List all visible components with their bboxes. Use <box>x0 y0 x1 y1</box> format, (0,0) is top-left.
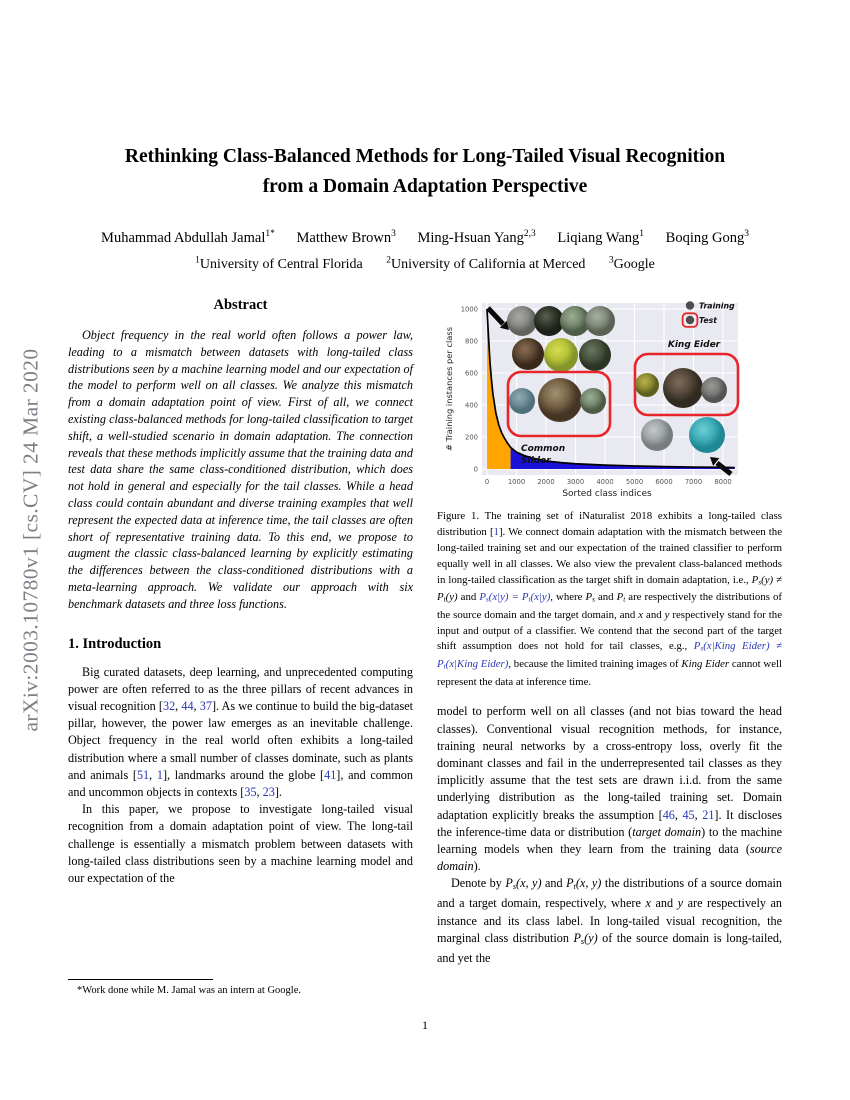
paper-header <box>0 0 850 273</box>
common-slider-label-line2: Slider <box>521 456 551 466</box>
footnote-rule <box>68 979 213 980</box>
author: Boqing Gong$^3$ <box>665 229 749 246</box>
figure-1-caption: Figure 1. The training set of iNaturalist 2018 exhibits a long-tailed class distribution [1]. We connect domain adaptation with the mismatch between the long-tailed training set and our expectation of the trained classifier to perform equally well in all classes. We also view the prevalent class-balanced methods in long-tailed classification as the target shift in domain adaptation, i.e., Ps(y) ≠ Pt(y) and Ps(x|y) = Pt(x|y), where Ps and Pt are respectively the distributions of the source domain and the target domain, and x and y respectively stand for the input and output of a classifier. We contend that the second part of the target shift assumption does not hold for tail classes, e.g., Ps(x|King Eider) ≠ Pt(x|King Eider), because the limited training images of King Eider cannot well represent the data at inference time. <box>437 510 783 688</box>
intro-paragraph-1: Big curated datasets, deep learning, and unprecedented computing power are often referred to as the three pillars of recent advances in visual recognition [32, 44, 37]. As we continue to build the big-dataset pillar, however, the power law emerges as an inevitable challenge. Object frequency in the real world often exhibits a long-tailed distribution where a small number of classes dominate, such as plants and animals [51, 1], landmarks around the globe [41], and common and uncommon objects in contexts [35, 23]. <box>68 664 414 799</box>
right-column <box>437 293 782 1005</box>
paper-title <box>0 142 850 202</box>
legend-test-label: Test <box>699 316 717 325</box>
intro-paragraph-2: In this paper, we propose to investigate long-tailed visual recognition from a domain adaptation point of view. The long-tail challenge is essentially a mismatch problem between datasets with long-tailed class distributions seen by a machine learning model and our expectation of the <box>68 802 413 885</box>
svg-text:4000: 4000 <box>596 478 614 486</box>
long-tail-distribution-chart <box>437 293 782 505</box>
photo-thumbnail <box>580 388 606 414</box>
king-eider-label: King Eider <box>667 340 721 350</box>
training-dot-icon <box>686 301 694 309</box>
svg-text:7000: 7000 <box>684 478 703 486</box>
legend-training-label: Training <box>699 301 735 311</box>
author: Ming-Hsuan Yang$^{2,3}$ <box>417 229 536 246</box>
figure-1 <box>437 293 782 690</box>
svg-text:800: 800 <box>465 337 478 346</box>
author: Matthew Brown$^3$ <box>296 229 396 246</box>
svg-text:1000: 1000 <box>460 305 478 314</box>
photo-thumbnail <box>507 306 537 336</box>
affiliation: $^1$University of Central Florida <box>195 255 363 273</box>
photo-thumbnail <box>579 339 611 371</box>
title-line-2: from a Domain Adaptation Perspective <box>262 176 588 197</box>
right-paragraph-2: Denote by Ps(x, y) and Pt(x, y) the distributions of a source domain and a target domain, respectively, where x and y are respectively an instance and its class label. In long-tailed visual recognition, the marginal class distribution Ps(y) of the source domain is long-tailed, and yet the <box>437 876 782 965</box>
page-number: 1 <box>422 1018 428 1032</box>
photo-thumbnail <box>544 338 578 372</box>
right-paragraph-1: model to perform well on all classes (and not bias toward the head classes). Conventional visual recognition methods, for instance, training neural networks by a cross-entropy loss, overly fit the dominant classes and fail in the underrepresented tail classes as they implicitly assume that the test sets are drawn i.i.d. from the same underlying distribution as the long-tailed training set. Domain adaptation explicitly breaks the assumption [46, 45, 21]. It discloses the inference-time data or distribution (target domain) to the machine learning models when they learn from the training data (source domain). <box>437 704 783 874</box>
svg-text:1000: 1000 <box>507 478 526 486</box>
author-list <box>0 229 850 247</box>
svg-text:3000: 3000 <box>566 478 585 486</box>
common-slider-label-line1: Common <box>521 444 566 454</box>
svg-text:# Training instances per class: # Training instances per class <box>444 326 454 452</box>
photo-thumbnail <box>635 373 659 397</box>
photo-thumbnail <box>534 306 564 336</box>
footnote-text: *Work done while M. Jamal was an intern at Google. <box>77 985 301 996</box>
arxiv-watermark: arXiv:2003.10780v1 [cs.CV] 24 Mar 2020 <box>18 348 43 732</box>
photo-thumbnail <box>641 419 673 451</box>
svg-text:0: 0 <box>473 465 478 474</box>
title-line-1: Rethinking Class-Balanced Methods for Long-Tailed Visual Recognition <box>124 146 726 167</box>
photo-thumbnail <box>509 388 535 414</box>
affiliation: $^3$Google <box>608 255 655 273</box>
author: Liqiang Wang$^1$ <box>557 229 645 246</box>
svg-text:2000: 2000 <box>537 478 555 486</box>
photo-thumbnail <box>689 417 725 453</box>
two-column-body <box>68 293 782 1005</box>
left-column <box>68 293 413 1005</box>
svg-text:200: 200 <box>465 433 478 442</box>
photo-thumbnail <box>663 368 703 408</box>
abstract-heading: Abstract <box>213 297 268 313</box>
affiliation-list <box>0 256 850 274</box>
svg-text:0: 0 <box>484 478 490 486</box>
photo-thumbnail <box>512 338 544 370</box>
abstract-text: Object frequency in the real world often follows a power law, leading to a mismatch between datasets with long-tailed class distributions seen by a machine learning model and our expectation of the model to perform well on all classes. We analyze this mismatch from a domain adaptation point of view. First of all, we connect existing class-balanced methods for long-tailed classification to target shift, a well-studied scenario in domain adaptation. The connection reveals that these methods implicitly assume that the training data and test data share the same class-conditioned distribution, which does not hold in general and especially for the tail classes. While a head class could contain abundant and diverse training examples that well represent the expected data at inference time, the tail classes are often short of representative training data. To this end, we propose to augment the classic class-balanced learning by explicitly estimating the differences between the class-conditioned distributions with a meta-learning approach. We validate our approach with six benchmark datasets and three loss functions. <box>68 328 413 611</box>
photo-thumbnail <box>701 377 727 403</box>
svg-text:8000: 8000 <box>714 478 732 486</box>
svg-text:400: 400 <box>465 401 478 410</box>
photo-thumbnail <box>585 306 615 336</box>
test-dot-icon <box>686 316 694 324</box>
footnote-area <box>68 979 413 997</box>
svg-text:6000: 6000 <box>655 478 673 486</box>
author: Muhammad Abdullah Jamal$^{1*}$ <box>101 229 275 246</box>
affiliation: $^2$University of California at Merced <box>386 255 586 273</box>
section-heading-introduction: 1. Introduction <box>68 635 162 652</box>
svg-text:600: 600 <box>465 369 478 378</box>
svg-text:Sorted class indices: Sorted class indices <box>562 489 652 499</box>
svg-text:5000: 5000 <box>625 478 644 486</box>
photo-thumbnail <box>538 378 582 422</box>
